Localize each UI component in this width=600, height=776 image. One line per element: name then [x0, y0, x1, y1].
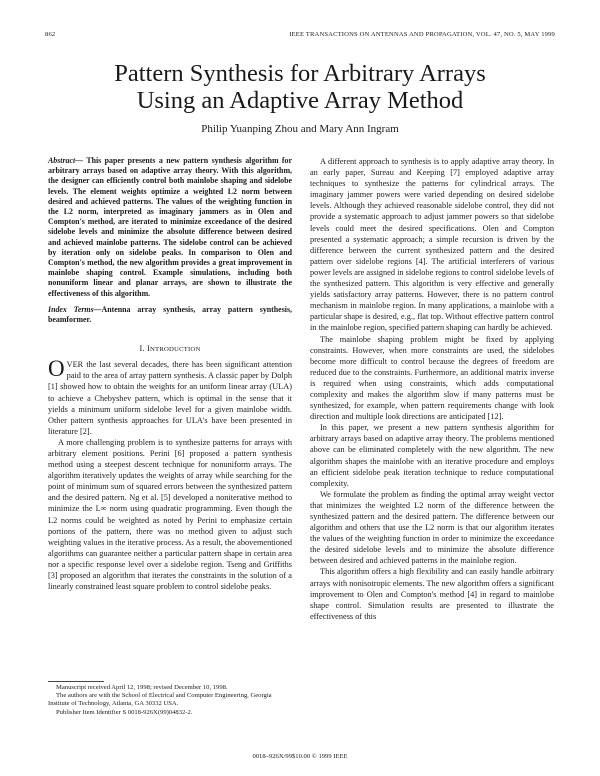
title-line-1: Pattern Synthesis for Arbitrary Arrays — [114, 60, 486, 87]
title-line-2: Using an Adaptive Array Method — [136, 87, 464, 114]
footnote-rule — [48, 681, 104, 682]
right-paragraph-4: We formulate the problem as finding the optimal array weight vector that minimizes the weighted L2 norm of the difference between the synthesized pattern and the desired pattern. The difference between our algorithm and others that use the L2 norm is that our algorithm iterates the values of the weighting function in order to minimize the exceedance the desired sidelobe levels and to minimize the absolute difference between desired and achieved patterns in the mainlobe region. — [310, 489, 554, 566]
section-title-rest: NTRODUCTION — [150, 346, 201, 354]
right-paragraph-1: A different approach to synthesis is to apply adaptive array theory. In an early paper, Sureau and Keeping [7] employed adaptive array techniques to synthesize the patterns for cylindrical arrays. The imaginary jammer powers were varied depending on desired sidelobe levels. Although they achieved reasonable sidelobe control, they did not provide a systematic approach to adjust jammer powers so that sidelobe levels could meet the desired specifications. Olen and Compton presented a systematic approach; a simple recursion is driven by the difference between the current synthesized pattern and the desired pattern over sidelobe regions [4]. The artificial interferers of various power levels are assigned in sidelobe regions to control sidelobe levels of the synthesized pattern. This algorithm is very effective and generally yields satisfactory array patterns. However, there is no pattern control mechanism in mainlobe region. In many applications, a mainlobe with a particular shape is desired, e.g., flat top. Without effective pattern control in the mainlobe region, specified pattern shaping can hardly be achieved. — [310, 157, 555, 333]
footnotes — [48, 684, 292, 717]
section-first-letter: I — [147, 344, 150, 354]
right-paragraph-3: In this paper, we present a new pattern synthesis algorithm for arbitrary arrays based on adaptive array theory. The problems mentioned above can be eliminated completely with the new algorithm. The new algorithm shapes the mainlobe with an iterative procedure and employs an efficient sidelobe peak iteration technique to reduce computational complexity. — [310, 423, 554, 488]
abstract — [48, 156, 292, 299]
section-heading-introduction — [48, 344, 292, 353]
section-numeral: I. — [139, 344, 145, 354]
drop-cap: O — [48, 356, 65, 382]
intro-paragraph-2: A more challenging problem is to synthesize patterns for arrays with arbitrary element positions. Perini [6] proposed a pattern synthesis method using a steepest descent technique for nonuniform arrays. The algorithm iteratively updates the weights of array while searching for the point of minimum sum of squared errors between the synthesized pattern and the desired pattern. Ng et al. [5] developed a noniterative method to minimize the L∞ norm using quadratic programming. Even though the L2 norms could be weighted as noted by Perini to emphasize certain portions of the pattern, there was no method given to adjust such weighting values in the iterative process. As a result, the abovementioned algorithms can guarantee neither a particular pattern shape in certain area nor a specific response level over a sidelobe region. Tseng and Griffiths [3] proposed an algorithm that iterates the constraints in the solution of a linearly constrained least square problem to control sidelobe peaks. — [48, 437, 292, 592]
intro-paragraph-1 — [48, 356, 292, 437]
right-paragraph-5: This algorithm offers a high flexibility and can easily handle arbitrary arrays with nonisotropic elements. The new algorithm offers a significant improvement to Olen and Compton's method [4] in regard to mainlobe shape control. Simulation results are presented to illustrate the effectiveness of this — [310, 567, 554, 621]
abstract-text: This paper presents a new pattern synthesis algorithm for arbitrary arrays based on adaptive array theory. With this algorithm, the designer can efficiently control both mainlobe shaping and sidelobe levels. The element weights optimize a weighted L2 norm between desired and achieved patterns. The values of the weighting function in the L2 norm, interpreted as imaginary jammers as in Olen and Compton's method, are iterated to minimize exceedance of the desired sidelobe levels and minimize the absolute difference between desired and achieved mainlobe patterns. The sidelobe control can be achieved by iteration only on sidelobe peaks. In comparison to Olen and Compton's method, the new algorithm provides a great improvement in mainlobe shaping control. Example simulations, including both nonuniform linear and planar arrays, are shown to illustrate the effectiveness of this algorithm. — [48, 156, 292, 298]
journal-header: IEEE TRANSACTIONS ON ANTENNAS AND PROPAGATION, VOL. 47, NO. 5, MAY 1999 — [289, 31, 555, 38]
footnote-identifier: Publisher Item Identifier S 0018-926X(99)04832-2. — [56, 708, 193, 716]
abstract-label: Abstract— — [48, 156, 84, 165]
index-terms — [48, 305, 292, 325]
intro-paragraph-1-text: VER the last several decades, there has been significant attention paid to the area of array pattern synthesis. A classic paper by Dolph [1] showed how to obtain the weights for an uniform linear array (ULA) to achieve a Chebyshev pattern, which is optimal in the sense that it yields a minimum uniform sidelobe level for a given mainlobe width. Other pattern synthesis approaches for ULA's have been presented in literature [2]. — [48, 360, 292, 436]
index-terms-label: Index Terms— — [48, 304, 102, 314]
page-number: 862 — [45, 31, 56, 38]
footnote-received: Manuscript received April 12, 1998; revised December 10, 1998. — [56, 684, 228, 691]
right-column — [310, 156, 554, 622]
authors: Philip Yuanping Zhou and Mary Ann Ingram — [201, 123, 399, 135]
paper-title — [60, 60, 540, 114]
right-paragraph-2: The mainlobe shaping problem might be fixed by applying constraints. However, when more constraints are used, the sidelobes become more difficult to control because the degrees of freedom are reduced due to the constraints. Furthermore, an additional matrix inverse is required when using constraints, which adds computational complexity and makes the algorithm slow if many patterns must be synthesized, for example, when pattern requirements change with look direction and multiple look directions are anticipated [12]. — [310, 334, 554, 422]
running-head — [45, 31, 555, 41]
footnote-affiliation: The authors are with the School of Electrical and Computer Engineering, Georgia Institute of Technology, Atlanta, GA 30332 USA. — [48, 692, 272, 708]
copyright-footer: 0018–926X/99$10.00 © 1999 IEEE — [252, 753, 348, 760]
index-terms-text: Antenna array synthesis, array pattern synthesis, beamformer. — [48, 304, 292, 325]
left-column — [48, 156, 292, 592]
